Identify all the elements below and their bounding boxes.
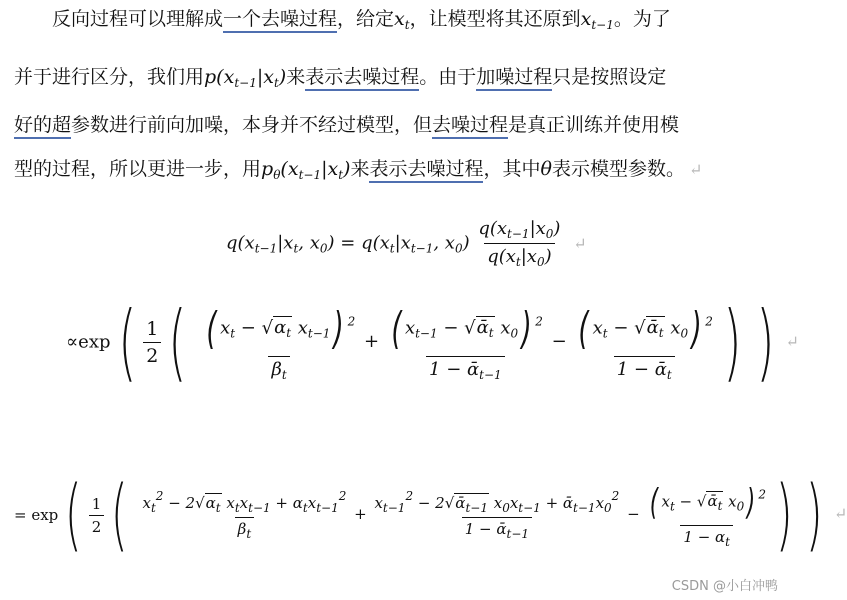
- equation-bayes: $q(x_{t-1}|x_t$, $x_0) = q(x_t|x_{t-1}$, $x_0$) $\frac{q(x_{t-1}|x_0)}{q(x_t|x_0)}$ ↵: [226, 218, 587, 269]
- math-xt: $x_t$: [394, 8, 410, 32]
- text-segment: ，其中: [483, 158, 541, 180]
- text-segment: 来: [350, 158, 370, 180]
- big-paren-left-3: (: [65, 470, 82, 560]
- underlined-term-denoise-process-2: 去噪过程: [432, 114, 508, 139]
- watermark: CSDN @小白冲鸭: [671, 579, 778, 594]
- return-mark: ↵: [785, 332, 799, 351]
- term-1: $\frac{( x_t - √\alpha_t x_{t-1}) ^2}{\beta_t}$: [206, 302, 356, 382]
- math-xt-1: $x_{t-1}$: [580, 8, 614, 32]
- big-paren-left-4: (: [111, 470, 128, 560]
- text-segment: 。为了: [613, 8, 671, 30]
- underlined-term-noise-process: 加噪过程: [476, 66, 552, 91]
- prop-exp: ∝exp: [66, 331, 111, 353]
- term-5: $\frac{x_{t-1}^2 - 2√ᾱ_{t-1} x_0x_{t-1} + ᾱ_{t-1}x_0^2}{1 - ᾱ_{t-1}}$: [374, 489, 620, 541]
- math-p: $p(x_{t-1}|x_t)$: [204, 66, 287, 90]
- underlined-term-represent-denoise: 表示去噪过程: [305, 66, 419, 91]
- paragraph-line-3: [14, 110, 679, 137]
- equation-fraction: $\frac{q(x_{t-1}|x_0)}{q(x_t|x_0)}$: [478, 218, 561, 269]
- text-segment: ，让模型将其还原到: [409, 8, 581, 30]
- return-mark: ↵: [688, 160, 703, 179]
- text-segment: ，给定: [337, 8, 395, 30]
- math-theta: θ: [540, 158, 552, 180]
- text-segment: 并于进行区分，我们用: [14, 66, 205, 88]
- text-segment: 表示模型参数。: [551, 158, 685, 180]
- big-paren-right: ): [723, 293, 742, 391]
- term-4: $\frac{x_t^2 - 2√\alpha_t x_tx_{t-1} + \alpha_tx_{t-1}^2}{\beta_t}$: [142, 489, 347, 541]
- big-paren-right-4: ): [806, 470, 823, 560]
- paragraph-line-1: [52, 4, 671, 32]
- term-2: $\frac{( x_{t-1} - √ᾱ_t x_0) ^2}{1 - ᾱ_{t-1}}$: [391, 302, 543, 382]
- return-mark: ↵: [833, 504, 847, 523]
- equation-proportional: ∝exp( $\frac{1}{2}$ ( $\frac{( x_t - √\alpha_t x_{t-1}) ^2}{\beta_t}$ + $\frac{( x_{t-1} - √ᾱ_t x_0) ^2}{1 - ᾱ_{t-1}}$ − $\frac{( x_t - √ᾱ_t x_0) ^2}{1 - ᾱ_t}$ ) ) ↵: [66, 293, 799, 391]
- text-segment: 参数进行前向加噪，本身并不经过模型，但: [71, 114, 433, 136]
- text-segment: 。由于: [419, 66, 477, 88]
- text-segment: 是真正训练并使用模: [508, 114, 680, 136]
- text-segment: 只是按照设定: [552, 66, 667, 88]
- math-ptheta: $p_\theta(x_{t-1}|x_t)$: [261, 158, 351, 182]
- underlined-term-represent-denoise-2: 表示去噪过程: [369, 158, 483, 183]
- underlined-term-denoise-process: 一个去噪过程: [223, 8, 337, 33]
- term-3: $\frac{( x_t - √ᾱ_t x_0) ^2}{1 - ᾱ_t}$: [578, 302, 713, 382]
- big-paren-right-2: ): [756, 293, 775, 391]
- text-segment: 来: [286, 66, 306, 88]
- underlined-term-hyper: 好的超: [14, 114, 71, 139]
- big-paren-left: (: [117, 293, 136, 391]
- text-segment: 型的过程，所以更进一步，用: [14, 158, 262, 180]
- big-paren-right-3: ): [775, 470, 793, 560]
- eq-exp: = exp: [14, 506, 59, 524]
- text-segment: 反向过程可以理解成: [52, 8, 224, 30]
- half-fraction: $\frac{1}{2}$: [143, 318, 161, 367]
- equation-expanded: = exp( $\frac{1}{2}$ ( $\frac{x_t^2 - 2√\alpha_t x_tx_{t-1} + \alpha_tx_{t-1}^2}{\beta_t}$ + $\frac{x_{t-1}^2 - 2√ᾱ_{t-1} x_0x_{t-1} + ᾱ_{t-1}x_0^2}{1 - ᾱ_{t-1}}$ − $\frac{( x_t - √ᾱ_t x_0) ^2}{1 - \alpha_t}$ ) ) ↵: [14, 470, 847, 560]
- return-mark: ↵: [573, 233, 587, 253]
- paragraph-line-4: [14, 154, 702, 182]
- paragraph-line-2: [14, 62, 666, 90]
- big-paren-left-2: (: [168, 293, 187, 391]
- half-fraction-2: $\frac{1}{2}$: [89, 495, 105, 536]
- term-6: $\frac{( x_t - √ᾱ_t x_0) ^2}{1 - \alpha_t}$: [650, 481, 766, 549]
